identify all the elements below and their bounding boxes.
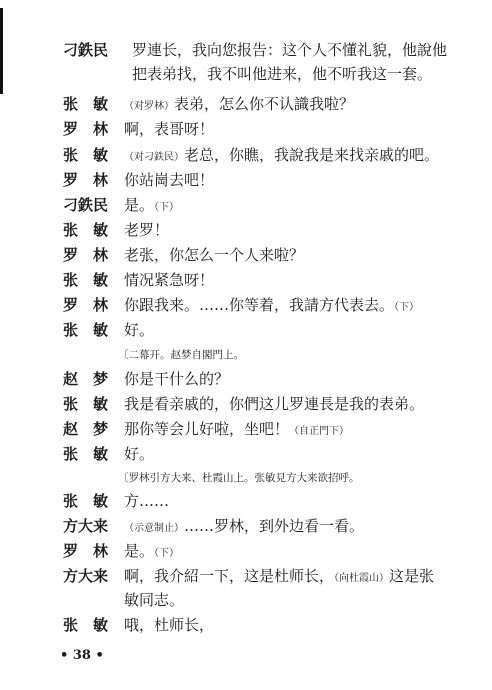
speaker: 刁鉄民	[63, 196, 109, 214]
dialogue-text: 是。	[124, 196, 155, 214]
dialogue-continuation: 敏同志。	[124, 591, 185, 609]
speaker: 方大来	[63, 567, 109, 585]
dialogue: 老张，你怎么一个人来啦？	[124, 246, 305, 264]
dialogue-text: 老总，你瞧，我說我是来找亲戚的吧。	[184, 146, 440, 164]
speaker: 罗 林	[63, 542, 109, 560]
dialogue	[124, 516, 364, 539]
dialogue	[124, 145, 439, 168]
speaker: 张 敏	[63, 95, 109, 113]
speaker: 刁鉄民	[63, 41, 109, 59]
stage-note: （下）	[154, 202, 180, 213]
page-number: • 38 •	[60, 648, 104, 663]
dialogue: 老罗！	[124, 221, 170, 239]
stage-note: （对刁鉄民）	[124, 152, 184, 163]
stage-note: （向杜霞山）	[334, 573, 390, 584]
dialogue	[124, 295, 419, 318]
dialogue-text: 那你等会儿好啦，坐吧！	[124, 420, 290, 438]
dialogue: 你是干什么的？	[124, 370, 230, 388]
dialogue: 方……	[124, 492, 170, 510]
dialogue	[124, 195, 179, 218]
dialogue: 罗連长，我向您报告：这个人不懂礼貌，他說他	[132, 41, 448, 59]
stage-note: （示意制止）	[124, 523, 184, 534]
dialogue: 好。	[124, 445, 155, 463]
speaker: 罗 林	[63, 296, 109, 314]
dialogue-text: 表弟，怎么你不认識我啦？	[174, 95, 355, 113]
stage-note: （下）	[394, 302, 420, 313]
dialogue: 啊，表哥呀！	[124, 120, 215, 138]
dialogue	[124, 566, 434, 589]
speaker: 赵 梦	[63, 420, 109, 438]
dialogue: 我是看亲戚的，你們这儿罗連長是我的表弟。	[124, 395, 425, 413]
speaker: 罗 林	[63, 171, 109, 189]
stage-note: （自正門下）	[289, 426, 350, 437]
dialogue: 好。	[124, 321, 155, 339]
dialogue-text: ……罗林，到外边看一看。	[184, 517, 365, 535]
speaker: 张 敏	[63, 492, 109, 510]
dialogue-text: 这是张	[389, 567, 435, 585]
speaker: 罗 林	[63, 120, 109, 138]
dialogue: 你站崗去吧！	[124, 171, 215, 189]
speaker: 张 敏	[63, 221, 109, 239]
speaker: 张 敏	[63, 395, 109, 413]
speaker: 张 敏	[63, 146, 109, 164]
dialogue-continuation: 把表弟找，我不叫他进来，他不听我这一套。	[132, 65, 433, 83]
stage-note: （下）	[154, 548, 180, 559]
speaker: 罗 林	[63, 246, 109, 264]
dialogue	[124, 419, 349, 442]
speaker: 张 敏	[63, 271, 109, 289]
dialogue-text: 是。	[124, 542, 155, 560]
speaker: 张 敏	[63, 445, 109, 463]
dialogue	[124, 541, 179, 564]
dialogue: 哦，杜师长，	[124, 616, 215, 634]
dialogue	[124, 94, 354, 117]
speaker: 赵 梦	[63, 370, 109, 388]
dialogue-text: 你跟我来。……你等着，我請方代表去。	[124, 296, 395, 314]
speaker: 方大来	[63, 517, 109, 535]
speaker: 张 敏	[63, 616, 109, 634]
page-edge-mark	[0, 8, 3, 94]
dialogue-text: 啊，我介紹一下，这是杜师长，	[124, 567, 335, 585]
dialogue: 情况紧急呀！	[124, 271, 215, 289]
stage-direction: 〔罗林引方大来、杜霞山上。张敏見方大来欲招呼。	[118, 472, 360, 484]
speaker: 张 敏	[63, 321, 109, 339]
stage-direction: 〔二幕开。赵梦自閣門上。	[118, 349, 244, 361]
stage-note: （对罗林）	[124, 101, 174, 112]
